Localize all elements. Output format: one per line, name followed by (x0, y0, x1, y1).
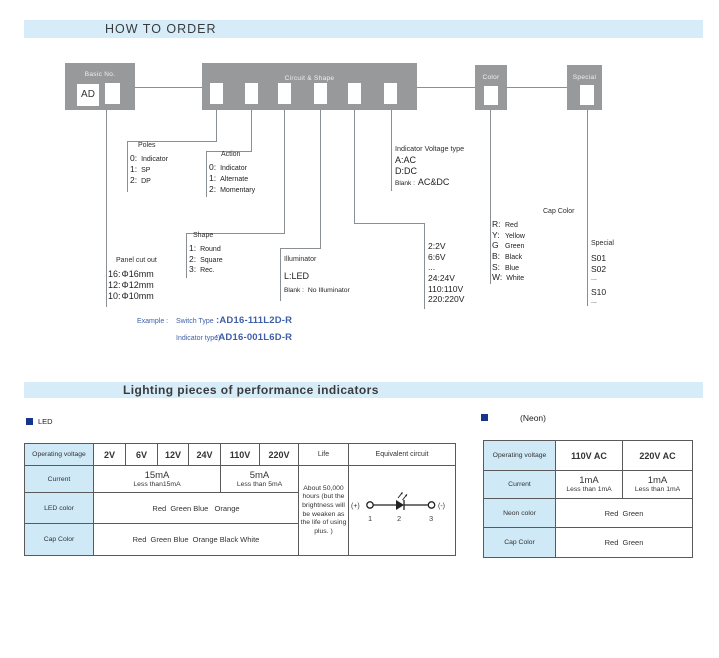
item-desc: Φ12mm (121, 280, 154, 290)
special-item: S02 (591, 264, 607, 275)
current-value: 5mA (249, 469, 270, 481)
neon-cap-color-row (484, 528, 693, 558)
minus-terminal-label: (-) (438, 503, 445, 510)
illuminator-title: Illuminator (284, 256, 317, 263)
neon-header-row (484, 441, 693, 471)
item-code: 2: (209, 183, 217, 194)
led-col-header: Operating voltage (25, 444, 94, 466)
callout-bracket-action (206, 151, 207, 197)
color-slot (484, 86, 498, 105)
item-code: 10: (108, 291, 121, 301)
plus-terminal-label: (+) (351, 503, 360, 510)
item-code: 0: (209, 162, 217, 172)
neon-col-header: 220V AC (623, 441, 693, 471)
led-section-label: LED (38, 417, 53, 426)
callout-line-voltage-type (391, 110, 392, 191)
item-desc: Round (200, 246, 221, 253)
item-desc: Indicator (220, 165, 247, 172)
voltage-type-item (395, 166, 464, 177)
item-code: 16: (108, 269, 121, 279)
callout-line-poles (216, 110, 217, 141)
callout-line-basic (106, 110, 107, 307)
voltage-callout (428, 241, 464, 305)
cap-color-item (492, 240, 525, 251)
led-col-header: Equivalent circuit (349, 444, 456, 466)
led-current-high (221, 466, 299, 493)
item-desc: No Illuminator (307, 287, 350, 294)
connector-line (417, 87, 475, 88)
current-value: 1mA (647, 475, 668, 486)
action-item (209, 184, 255, 195)
item-desc: Φ16mm (121, 269, 154, 279)
special-label: Special (572, 74, 597, 81)
item-code: Blank : (284, 287, 304, 294)
led-col-header: Life (299, 444, 349, 466)
voltage-item: 6:6V (428, 251, 446, 262)
callout-line-voltage (354, 223, 425, 224)
voltage-item: 2:2V (428, 241, 446, 251)
item-desc: Yellow (505, 232, 525, 240)
shape-slot (278, 83, 291, 104)
illuminator-led-item (284, 271, 350, 287)
item-code: G (492, 240, 499, 251)
current-value: 15mA (144, 469, 170, 481)
led-cap-color-value: Red Green Blue Orange Black White (94, 524, 299, 556)
item-desc: Indicator (141, 156, 168, 163)
callout-bracket-poles (127, 141, 128, 192)
item-desc: DP (141, 177, 151, 185)
led-color-value: Red Green Blue Orange (94, 493, 299, 524)
basic-prefix-slot: AD (77, 84, 99, 106)
panel-cutout-item (108, 269, 157, 280)
action-title: Action (221, 151, 241, 158)
neon-col-header: 110V AC (556, 441, 623, 471)
neon-color-label: Neon color (484, 499, 556, 528)
item-code: 2: (130, 174, 138, 185)
current-note: Less than 1mA (566, 486, 612, 493)
illuminator-slot (314, 83, 327, 104)
poles-item (130, 175, 168, 186)
item-desc: Φ10mm (121, 291, 154, 301)
neon-current-label: Current (484, 471, 556, 499)
pin3-number: 3 (429, 514, 434, 523)
panel-cutout-callout (108, 257, 157, 302)
panel-cutout-item (108, 291, 157, 302)
equivalent-circuit-diagram (350, 491, 454, 525)
led-bullet-icon (26, 418, 33, 425)
led-life-cell: About 50,000 hours (but the brightness will be weaken as the life of using plus. ) (299, 466, 349, 556)
special-item: S01 (591, 253, 607, 263)
led-col-header: 24V (189, 444, 221, 466)
voltage-item: 110:110V (428, 283, 464, 294)
current-note: Less than15mA (133, 480, 181, 488)
item-desc: Momentary (220, 186, 256, 194)
neon-bullet-icon (481, 414, 488, 421)
shape-title: Shape (193, 232, 214, 239)
neon-col-header: Operating voltage (484, 441, 556, 471)
pin1-number: 1 (368, 514, 373, 523)
callout-line-voltage (354, 110, 355, 223)
cap-color-item (492, 272, 525, 283)
poles-title: Poles (138, 142, 156, 149)
led-current-low (94, 466, 221, 493)
neon-section-label: (Neon) (520, 413, 546, 423)
item-code: 2: (189, 253, 197, 264)
voltage-type-slot (384, 83, 397, 104)
led-color-label: LED color (25, 493, 94, 524)
special-item: ... (591, 275, 597, 283)
special-box (567, 65, 602, 110)
item-code: 12: (108, 280, 121, 290)
item-code: A:AC (395, 155, 417, 165)
neon-table (483, 440, 693, 558)
current-value: 1mA (579, 475, 599, 486)
item-code: 3: (189, 264, 197, 274)
cap-color-item (492, 230, 525, 241)
circuit-shape-label: Circuit & Shape (284, 75, 335, 82)
basic-no-box (65, 63, 135, 110)
neon-cap-color-label: Cap Color (484, 528, 556, 558)
led-col-header: 6V (126, 444, 158, 466)
special-title: Special (591, 240, 614, 247)
poles-slot (210, 83, 223, 104)
item-code: B: (492, 251, 501, 262)
illuminator-callout (284, 256, 350, 294)
item-code: 1: (209, 172, 217, 183)
connector-line (135, 87, 202, 88)
neon-current-110 (556, 471, 623, 499)
item-code: 1: (189, 243, 197, 253)
led-table (24, 443, 456, 556)
circuit-shape-box (202, 63, 417, 110)
item-code: Blank : (395, 180, 415, 187)
led-header-row (25, 444, 456, 466)
led-current-label: Current (25, 466, 94, 493)
led-col-header: 2V (94, 444, 126, 466)
voltage-item: ... (428, 262, 436, 273)
item-code: S: (492, 261, 501, 272)
poles-item (130, 164, 168, 175)
panel-cutout-item (108, 280, 157, 291)
voltage-type-item (395, 177, 464, 187)
item-desc: Alternate (220, 175, 249, 183)
cap-color-item (492, 251, 525, 262)
callout-line-shape (284, 110, 285, 233)
led-equivalent-circuit-cell (349, 466, 456, 556)
voltage-type-item (395, 155, 464, 166)
neon-cap-color-value: Red Green (556, 528, 693, 558)
voltage-item: 220:220V (428, 294, 465, 305)
led-col-header: 110V (221, 444, 260, 466)
item-desc: Black (505, 254, 523, 262)
color-label: Color (482, 74, 500, 81)
current-note: Less than 1mA (634, 486, 681, 493)
current-note: Less than 5mA (236, 480, 283, 488)
neon-current-220 (623, 471, 693, 499)
neon-color-row (484, 499, 693, 528)
item-desc: White (506, 275, 525, 283)
item-desc: Blue (505, 264, 520, 272)
connector-line (507, 87, 567, 88)
neon-color-value: Red Green (556, 499, 693, 528)
led-col-header: 220V (260, 444, 299, 466)
item-desc: Red (505, 222, 518, 229)
item-desc: AC&DC (417, 177, 450, 187)
callout-bracket-illuminator (280, 248, 281, 301)
lighting-banner: Lighting pieces of performance indicators (24, 382, 703, 398)
callout-line-illuminator (280, 248, 321, 249)
poles-callout (130, 142, 168, 185)
item-desc: Rec. (200, 267, 215, 274)
special-slot (580, 85, 594, 105)
shape-item (189, 264, 223, 275)
shape-item (189, 243, 223, 254)
cap-color-item (492, 219, 525, 230)
cap-color-callout (492, 219, 525, 283)
led-current-row (25, 466, 456, 493)
special-item: S10 (591, 286, 607, 297)
shape-callout (189, 232, 223, 275)
voltage-item: 24:24V (428, 273, 455, 284)
callout-line-action (251, 110, 252, 151)
callout-bracket-voltage (424, 223, 425, 309)
item-code: 0: (130, 153, 138, 163)
action-slot (245, 83, 258, 104)
item-code: 1: (130, 163, 138, 174)
special-callout (591, 240, 614, 309)
callout-line-special (587, 110, 588, 306)
how-to-order-banner: HOW TO ORDER (24, 20, 703, 38)
shape-item (189, 254, 223, 265)
illuminator-blank-item (284, 287, 350, 294)
pin1-terminal (367, 502, 373, 508)
item-code: L:LED (284, 271, 310, 281)
action-callout (209, 151, 255, 194)
action-item (209, 173, 255, 184)
voltage-slot (348, 83, 361, 104)
basic-code-slot (105, 83, 120, 104)
callout-line-illuminator (320, 110, 321, 248)
voltage-type-title: Indicator Voltage type (395, 144, 465, 153)
poles-item (130, 153, 168, 164)
item-desc: Green (505, 243, 525, 251)
neon-current-row (484, 471, 693, 499)
callout-bracket-shape (186, 233, 187, 278)
special-item: ... (591, 297, 597, 305)
panel-cutout-title: Panel cut out (116, 257, 157, 264)
pin3-terminal (428, 502, 434, 508)
voltage-type-callout (395, 144, 464, 187)
example-label: Example : (137, 318, 169, 325)
example-indicator-value: :AD16-001L6D-R (215, 332, 293, 343)
item-desc: Square (200, 256, 223, 264)
cap-color-title: Cap Color (543, 208, 575, 215)
cap-color-item (492, 262, 525, 273)
example-switch-value: :AD16-111L2D-R (216, 315, 293, 326)
pin2-number: 2 (397, 514, 402, 523)
item-code: W: (492, 272, 503, 283)
action-item (209, 162, 255, 173)
led-col-header: 12V (158, 444, 189, 466)
callout-line-cap-color (490, 110, 491, 284)
example-indicator-label: Indicator type) (176, 335, 221, 342)
item-code: Y: (492, 229, 500, 240)
example-switch-label: Switch Type (176, 318, 214, 325)
item-code: D:DC (395, 166, 417, 176)
color-box (475, 65, 507, 110)
item-desc: SP (141, 166, 151, 174)
led-diode-symbol (396, 500, 404, 510)
basic-no-label: Basic No. (84, 71, 116, 78)
item-code: R: (492, 219, 501, 229)
led-cap-color-label: Cap Color (25, 524, 94, 556)
